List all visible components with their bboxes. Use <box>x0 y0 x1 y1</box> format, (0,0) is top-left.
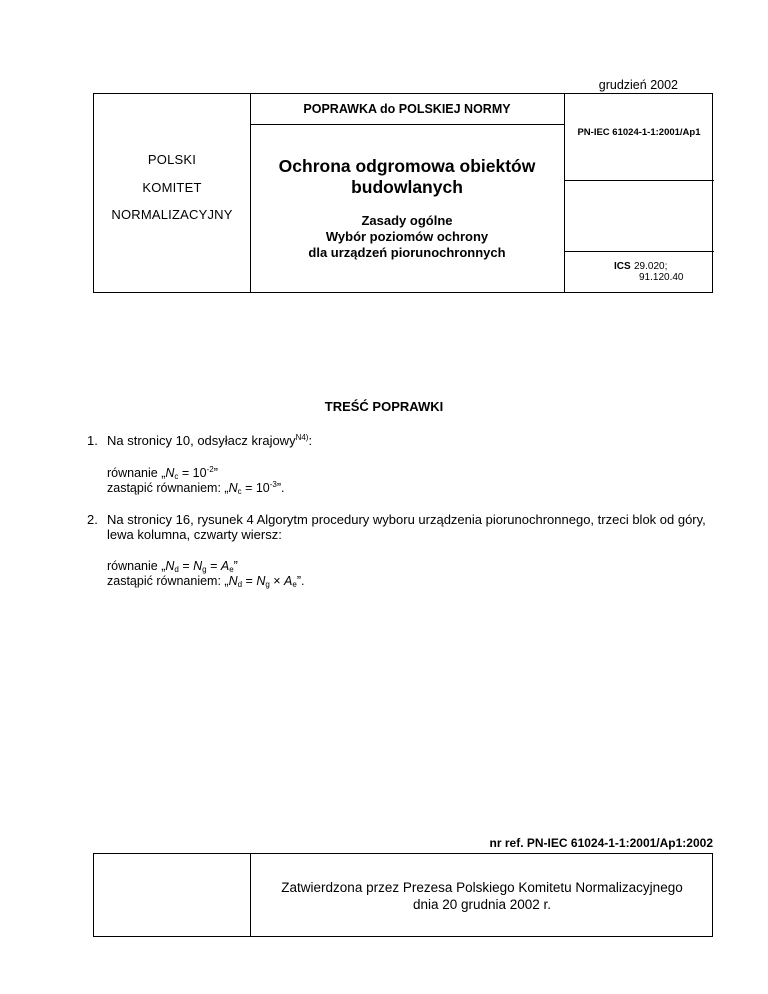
subtitle <box>250 213 564 261</box>
subtitle-line-1: Zasady ogólne <box>361 213 453 228</box>
equation-replacement-2: zastąpić równaniem: $„N_d = N_g \times A_e$”. <box>107 574 305 589</box>
reference-number: nr ref. PN-IEC 61024-1-1:2001/Ap1:2002 <box>489 836 713 850</box>
committee-line-1: POLSKI <box>147 152 197 167</box>
main-title-line-1: Ochrona odgromowa obiektów <box>278 156 536 176</box>
header-ics-rule <box>564 251 714 252</box>
main-title <box>250 156 564 198</box>
header-divider-right <box>564 94 565 292</box>
approval-table <box>93 853 713 937</box>
norm-number: PN-IEC 61024-1-1:2001/Ap1 <box>577 127 701 138</box>
subtitle-line-3: dla urządzeń piorunochronnych <box>308 245 506 260</box>
content-title: TREŚĆ POPRAWKI <box>324 399 444 414</box>
ics-label: ICS <box>614 261 631 272</box>
main-title-line-2: budowlanych <box>351 177 463 197</box>
header-number-rule <box>564 180 714 181</box>
committee-line-3: NORMALIZACYJNY <box>111 207 233 222</box>
header-table <box>93 93 713 293</box>
amendment-title: POPRAWKA do POLSKIEJ NORMY <box>303 102 511 116</box>
equation-replacement-1: zastąpić równaniem: $„N_c = 10^{-3}$”. <box>107 480 285 496</box>
committee-line-2: KOMITET <box>142 180 202 195</box>
header-title-rule <box>250 124 564 125</box>
approval-line-1: Zatwierdzona przez Prezesa Polskiego Komitetu Normalizacyjnego <box>281 880 683 895</box>
list-item-number: 2. <box>87 512 98 527</box>
approval-text <box>250 879 714 913</box>
approval-line-2: dnia 20 grudnia 2002 r. <box>412 897 552 912</box>
equation-original-2: równanie $„N_d = N_g = A_e$” <box>107 559 238 574</box>
document-date: grudzień 2002 <box>598 78 678 92</box>
ics-values <box>634 261 684 283</box>
ics-value-2: 91.120.40 <box>639 272 684 283</box>
subtitle-line-2: Wybór poziomów ochrony <box>325 229 489 244</box>
list-item-text: Na stronicy 10, odsyłacz krajowy$^{N4)}$: <box>107 433 313 448</box>
list-item-text: Na stronicy 16, rysunek 4 Algorytm procedury wyboru urządzenia piorunochronnego, trzeci blok od góry, lewa kolumna, czwarty wiersz: <box>107 512 706 542</box>
ics-value-1: 29.020; <box>634 261 668 272</box>
list-item-number: 1. <box>87 433 98 448</box>
equation-original-1: równanie $„N_c = 10^{-2}$” <box>107 465 218 481</box>
